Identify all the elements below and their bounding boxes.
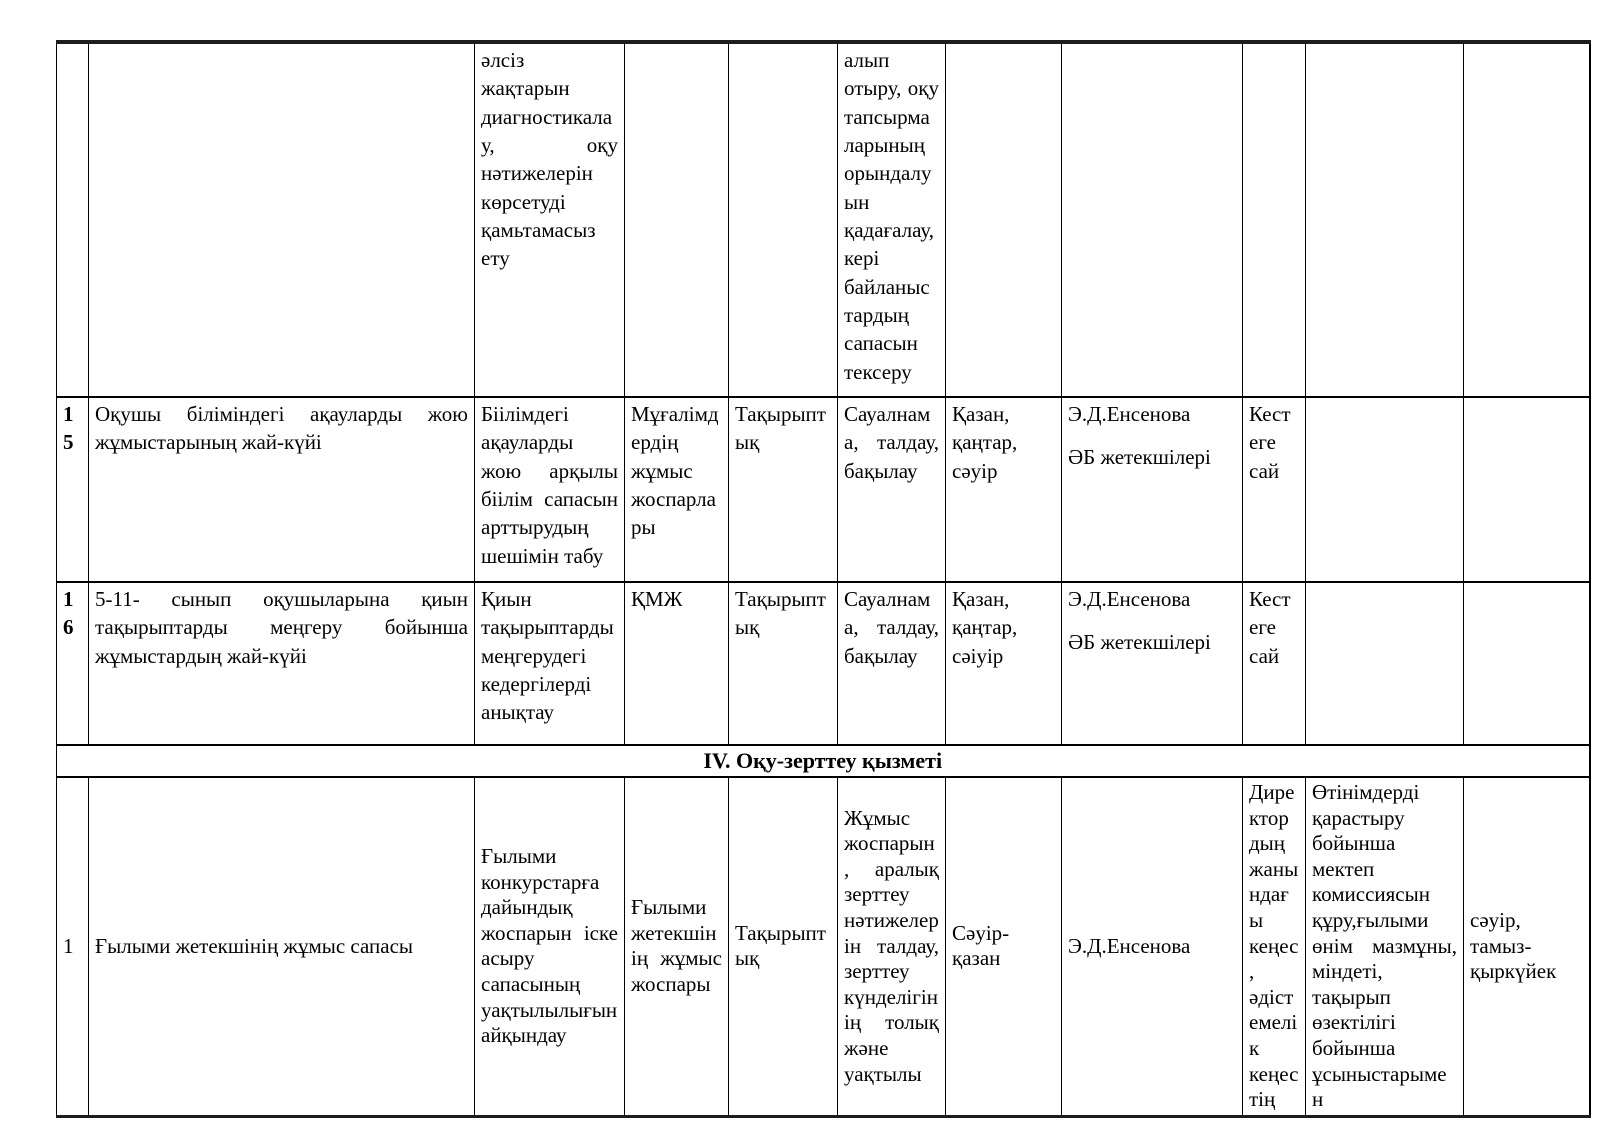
cell-responsible [1062,582,1243,745]
cell-number: 1 [57,777,89,1116]
table-row-section-header [57,745,1590,777]
inspection-plan-table-wrap [56,40,1591,1118]
cell-form: Тақырыптық [729,777,838,1116]
cell-goal: Ғылыми конкурстарға дайындық жоспарын іске асыру сапасының уақтылылығын айқындау [475,777,625,1116]
cell-object: Ғылыми жетекшінің жұмыс жоспары [625,777,729,1116]
cell-name-empty [89,42,475,397]
cell-summary-place: Кестеге сай [1243,397,1306,582]
cell-decision-empty [1306,397,1464,582]
cell-followup-term: сәуір, тамыз-қыркүйек [1464,777,1590,1116]
cell-decision: Өтінімдерді қарастыру бойынша мектеп комиссиясын құру,ғылыми өнім мазмұны, міндеті, тақырып өзектілігі бойынша ұсыныстарымен [1306,777,1464,1116]
table-row-1 [57,777,1590,1116]
cell-summary-place: Директордың жанындағы кеңес, әдістемелік кеңестің [1243,777,1306,1116]
cell-decision-empty [1306,582,1464,745]
cell-object-empty [625,42,729,397]
cell-name: Ғылыми жетекшінің жұмыс сапасы [89,777,475,1116]
cell-number-empty [57,42,89,397]
cell-object: ҚМЖ [625,582,729,745]
cell-term: Қазан, қаңтар, сәуір [946,397,1062,582]
cell-followup-term-empty [1464,42,1590,397]
table-row-15 [57,397,1590,582]
cell-method: Жұмыс жоспарын, аралық зерттеу нәтижелерін талдау, зерттеу күнделігінің толық және уақтылы [838,777,946,1116]
responsible-line-1: Э.Д.Енсенова [1068,402,1191,426]
cell-form: Тақырыптық [729,582,838,745]
cell-responsible [1062,397,1243,582]
cell-form-empty [729,42,838,397]
cell-form: Тақырыптық [729,397,838,582]
cell-method: Сауалнама, талдау, бақылау [838,582,946,745]
cell-goal: Біілімдегі ақауларды жою арқылы біілім сапасын арттырудың шешімін табу [475,397,625,582]
cell-followup-term-empty [1464,582,1590,745]
table-row-continuation [57,42,1590,397]
responsible-line-2: ӘБ жетекшілері [1068,630,1211,655]
cell-method: алып отыру, оқу тапсырмаларының орындалуын қадағалау, кері байланыстардың сапасын тексеру [838,42,946,397]
cell-number: 15 [57,397,89,582]
responsible-line-1: Э.Д.Енсенова [1068,587,1191,611]
cell-responsible: Э.Д.Енсенова [1062,777,1243,1116]
cell-goal: Қиын тақырыптарды меңгерудегі кедергілерді анықтау [475,582,625,745]
cell-responsible-empty [1062,42,1243,397]
responsible-line-2: ӘБ жетекшілері [1068,445,1211,470]
cell-summary-place: Кестеге сай [1243,582,1306,745]
cell-name: 5-11- сынып оқушыларына қиын тақырыптарды меңгеру бойынша жұмыстардың жай-күйі [89,582,475,745]
cell-number: 16 [57,582,89,745]
cell-method: Сауалнама, талдау, бақылау [838,397,946,582]
cell-object: Мұғалімдердің жұмыс жоспарлары [625,397,729,582]
inspection-plan-table [56,40,1591,1118]
cell-followup-term-empty [1464,397,1590,582]
cell-term: Қазан, қаңтар, сәіуір [946,582,1062,745]
cell-summary-place-empty [1243,42,1306,397]
cell-goal: әлсіз жақтарын диагностикалау, оқу нәтижелерін көрсетуді қамьтамасыз ету [475,42,625,397]
cell-term-empty [946,42,1062,397]
section-header: IV. Оқу-зерттеу қызметі [57,745,1590,777]
cell-decision-empty [1306,42,1464,397]
table-row-16 [57,582,1590,745]
cell-term: Сәуір-қазан [946,777,1062,1116]
cell-name: Оқушы біліміндегі ақауларды жою жұмыстарының жай-күйі [89,397,475,582]
